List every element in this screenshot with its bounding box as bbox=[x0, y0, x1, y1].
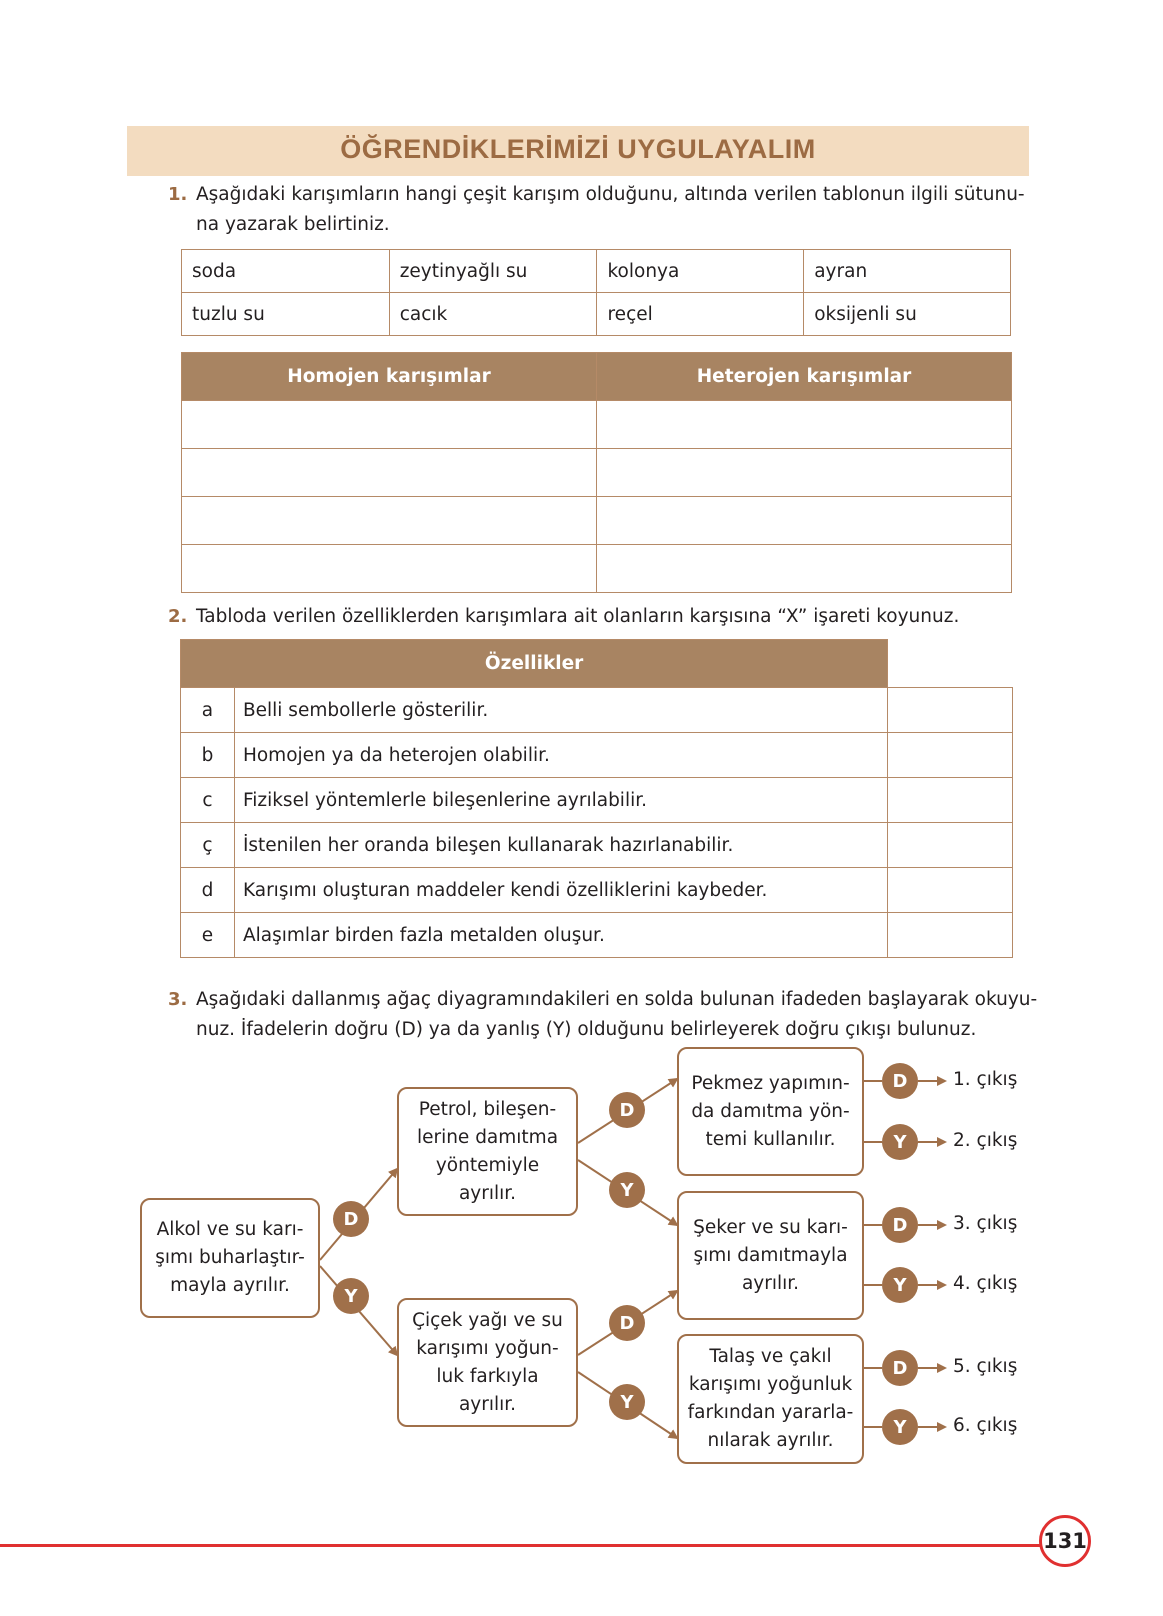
question-1-text-line2: na yazarak belirtiniz. bbox=[196, 214, 390, 235]
tree-node-1-text: Petrol, bileşen- lerine damıtma yöntemiyle ayrılır. bbox=[416, 1098, 559, 1204]
question-1-text-line1: Aşağıdaki karışımların hangi çeşit karışım olduğunu, altında verilen tablonun ilgili sütunu- bbox=[196, 184, 1025, 205]
tree-node-root-text: Alkol ve su karı- şımı buharlaştır- mayla ayrılır. bbox=[155, 1219, 305, 1296]
mixture-cell: oksijenli su bbox=[804, 293, 1011, 336]
tree-node-5 bbox=[677, 1334, 864, 1464]
question-2-text: Tabloda verilen özelliklerden karışımlara ait olanların karşısına “X” işareti koyunuz. bbox=[196, 606, 960, 627]
page-number: 131 bbox=[1039, 1515, 1091, 1567]
false-badge: Y bbox=[882, 1267, 918, 1303]
heterogeneous-header: Heterojen karışımlar bbox=[597, 353, 1012, 401]
tree-node-1 bbox=[397, 1087, 578, 1216]
question-2-number: 2. bbox=[168, 606, 188, 627]
tree-node-4-text: Şeker ve su karı- şımı damıtmayla ayrılır. bbox=[693, 1216, 848, 1294]
mixture-cell: reçel bbox=[597, 293, 804, 336]
tree-node-5-text: Talaş ve çakıl karışımı yoğunluk farkından yararla- nılarak ayrılır. bbox=[687, 1346, 854, 1451]
row-description: Belli sembollerle gösterilir. bbox=[234, 688, 887, 733]
mixture-cell: ayran bbox=[804, 250, 1011, 293]
row-letter: ç bbox=[181, 823, 235, 868]
row-letter: a bbox=[181, 688, 235, 733]
tree-node-3 bbox=[677, 1047, 864, 1176]
tree-node-2-text: Çiçek yağı ve su karışımı yoğun- luk farkıyla ayrılır. bbox=[412, 1309, 563, 1415]
page-footer-line bbox=[0, 1544, 1040, 1547]
tree-node-4 bbox=[677, 1191, 864, 1320]
section-title: ÖĞRENDİKLERİMİZİ UYGULAYALIM bbox=[340, 134, 816, 164]
mixture-cell: tuzlu su bbox=[182, 293, 390, 336]
false-badge: Y bbox=[333, 1278, 369, 1314]
exit-label-6: 6. çıkış bbox=[953, 1415, 1018, 1436]
tree-node-3-text: Pekmez yapımın- da damıtma yön- temi kullanılır. bbox=[691, 1072, 850, 1150]
false-badge: Y bbox=[882, 1124, 918, 1160]
true-badge: D bbox=[333, 1201, 369, 1237]
false-badge: Y bbox=[609, 1384, 645, 1420]
exit-label-3: 3. çıkış bbox=[953, 1213, 1018, 1234]
question-3-number: 3. bbox=[168, 989, 188, 1010]
row-description: Homojen ya da heterojen olabilir. bbox=[234, 733, 887, 778]
row-letter: d bbox=[181, 868, 235, 913]
row-description: Alaşımlar birden fazla metalden oluşur. bbox=[234, 913, 887, 958]
true-badge: D bbox=[882, 1350, 918, 1386]
exit-label-1: 1. çıkış bbox=[953, 1069, 1018, 1090]
tree-node-root bbox=[140, 1198, 320, 1318]
row-letter: e bbox=[181, 913, 235, 958]
tree-node-2 bbox=[397, 1298, 578, 1427]
row-letter: b bbox=[181, 733, 235, 778]
question-1-number: 1. bbox=[168, 184, 188, 205]
exit-label-5: 5. çıkış bbox=[953, 1356, 1018, 1377]
false-badge: Y bbox=[609, 1172, 645, 1208]
false-badge: Y bbox=[882, 1409, 918, 1445]
row-description: Fiziksel yöntemlerle bileşenlerine ayrılabilir. bbox=[234, 778, 887, 823]
mixture-cell: kolonya bbox=[597, 250, 804, 293]
exit-label-2: 2. çıkış bbox=[953, 1130, 1018, 1151]
true-badge: D bbox=[609, 1092, 645, 1128]
true-badge: D bbox=[882, 1063, 918, 1099]
exit-label-4: 4. çıkış bbox=[953, 1273, 1018, 1294]
mixture-cell: cacık bbox=[389, 293, 597, 336]
true-badge: D bbox=[609, 1305, 645, 1341]
question-3-text-line2: nuz. İfadelerin doğru (D) ya da yanlış (Y) olduğunu belirleyerek doğru çıkışı bulunuz. bbox=[196, 1019, 977, 1040]
homogeneous-header: Homojen karışımlar bbox=[182, 353, 597, 401]
question-3-text-line1: Aşağıdaki dallanmış ağaç diyagramındakileri en solda bulunan ifadeden başlayarak okuyu- bbox=[196, 989, 1038, 1010]
properties-header: Özellikler bbox=[181, 640, 888, 688]
mixture-cell: soda bbox=[182, 250, 390, 293]
row-description: İstenilen her oranda bileşen kullanarak hazırlanabilir. bbox=[234, 823, 887, 868]
row-description: Karışımı oluşturan maddeler kendi özelliklerini kaybeder. bbox=[234, 868, 887, 913]
row-letter: c bbox=[181, 778, 235, 823]
mixture-cell: zeytinyağlı su bbox=[389, 250, 597, 293]
true-badge: D bbox=[882, 1207, 918, 1243]
